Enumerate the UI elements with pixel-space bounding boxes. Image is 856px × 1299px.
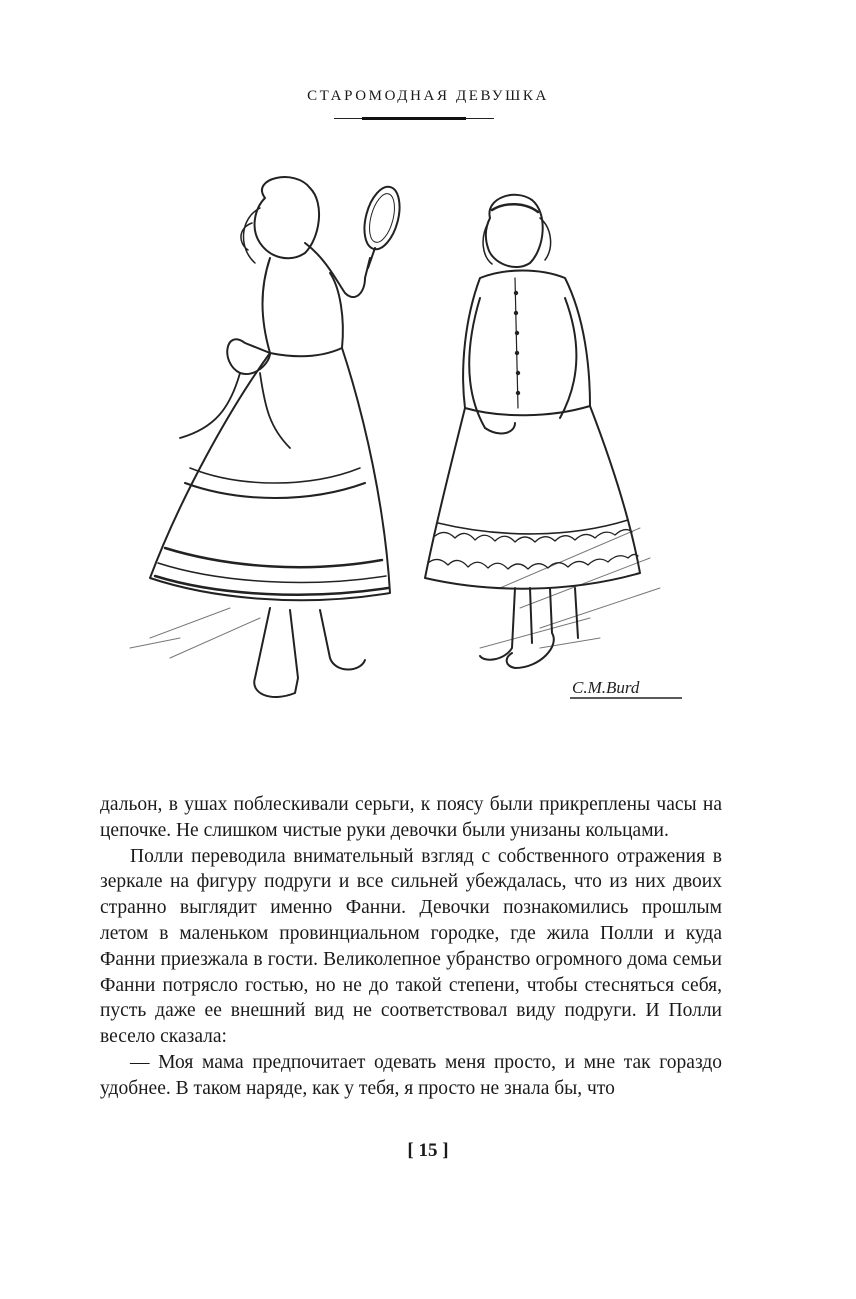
paragraph: дальон, в ушах поблескивали серьги, к поясу были прикреплены часы на цепочке. Не слишком чистые руки девочки были унизаны кольцами.	[100, 794, 722, 841]
body-text	[100, 792, 722, 1102]
figure-left-girl	[150, 177, 406, 697]
running-head: СТАРОМОДНАЯ ДЕВУШКА	[307, 88, 549, 104]
running-head-rule-accent	[362, 117, 466, 120]
page-number: [ 15 ]	[407, 1140, 449, 1161]
illustration	[120, 168, 690, 733]
figure-right-girl	[425, 195, 640, 668]
paragraph: Полли переводила внимательный взгляд с собственного отражения в зеркале на фигуру подруги и все сильней убеждалась, что из них двоих странно выглядит именно Фанни. Девочки познакомились прошлым летом в маленьком провинциальном городке, где жила Полли и куда Фанни приезжала в гости. Великолепное убранство огромного дома семьи Фанни потрясло гостью, но не до такой степени, чтобы стесняться себя, пусть даже ее внешний вид не соответствовал виду подруги. И Полли весело сказала:	[100, 845, 722, 1048]
dialogue-paragraph: — Моя мама предпочитает одевать меня просто, и мне так гораздо удобнее. В таком наряде, как у тебя, я просто не знала бы, что	[100, 1051, 722, 1099]
illustration-signature: C.M.Burd	[572, 678, 640, 697]
